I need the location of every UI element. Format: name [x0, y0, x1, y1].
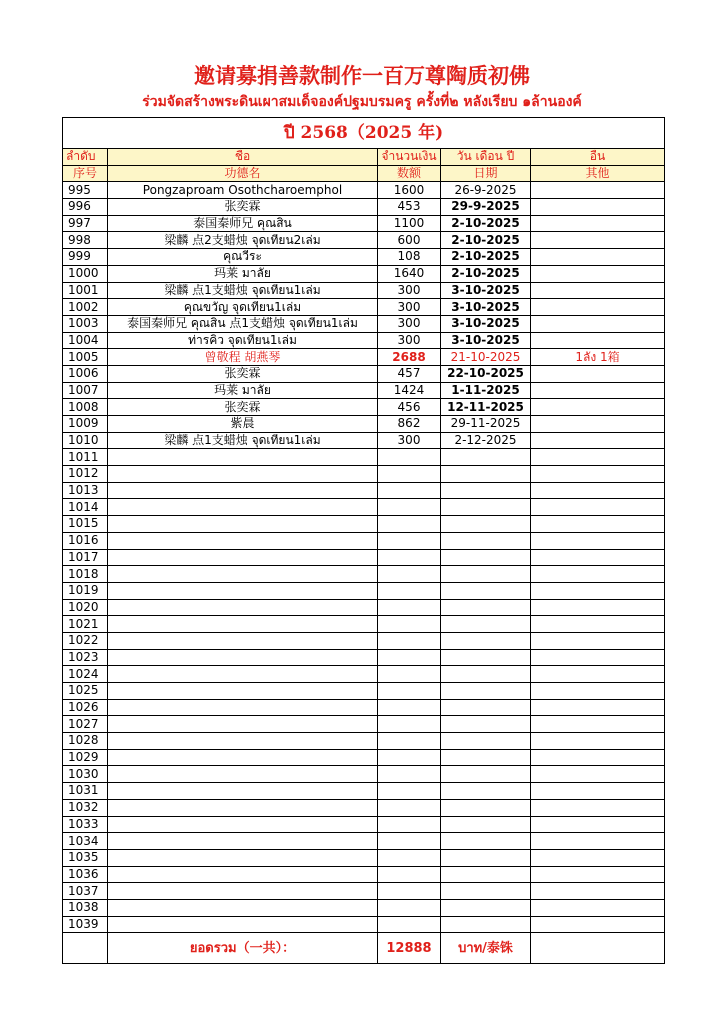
row-other	[531, 315, 665, 332]
row-amount	[378, 766, 441, 783]
header-th-other: อื่น	[531, 149, 665, 166]
row-other	[531, 616, 665, 633]
row-amount	[378, 916, 441, 933]
header-th-amount: จำนวนเงิน	[378, 149, 441, 166]
table-row	[63, 282, 665, 299]
header-cn-date: 日期	[441, 165, 531, 182]
header-cn-name: 功德名	[108, 165, 378, 182]
row-number: 997	[63, 215, 108, 232]
row-other	[531, 399, 665, 416]
row-date	[441, 549, 531, 566]
row-other	[531, 516, 665, 533]
row-other	[531, 699, 665, 716]
row-other	[531, 182, 665, 199]
row-number: 1030	[63, 766, 108, 783]
table-row	[63, 482, 665, 499]
total-label: ยอดรวม（一共）：	[108, 933, 378, 964]
row-name	[108, 466, 378, 483]
row-date	[441, 649, 531, 666]
table-row	[63, 699, 665, 716]
row-date	[441, 582, 531, 599]
row-number: 1003	[63, 315, 108, 332]
table-row	[63, 265, 665, 282]
row-other	[531, 265, 665, 282]
row-number: 1036	[63, 866, 108, 883]
table-row	[63, 182, 665, 199]
row-number: 1008	[63, 399, 108, 416]
row-amount	[378, 566, 441, 583]
row-amount	[378, 499, 441, 516]
row-amount	[378, 482, 441, 499]
row-name	[108, 499, 378, 516]
row-other	[531, 549, 665, 566]
row-name: 张奕霖	[108, 365, 378, 382]
total-amount: 12888	[378, 933, 441, 964]
row-other	[531, 716, 665, 733]
table-row	[63, 582, 665, 599]
row-amount	[378, 849, 441, 866]
row-amount: 453	[378, 199, 441, 216]
row-date	[441, 449, 531, 466]
row-other	[531, 766, 665, 783]
row-name: 泰国秦师兄 คุณสิน 点1支蜡烛 จุดเทียน1เล่ม	[108, 315, 378, 332]
row-other	[531, 799, 665, 816]
row-number: 1031	[63, 783, 108, 800]
row-date	[441, 632, 531, 649]
row-other	[531, 532, 665, 549]
row-amount	[378, 749, 441, 766]
row-name	[108, 616, 378, 633]
row-amount	[378, 616, 441, 633]
row-amount: 300	[378, 282, 441, 299]
row-number: 995	[63, 182, 108, 199]
table-row	[63, 382, 665, 399]
row-other	[531, 482, 665, 499]
row-date	[441, 499, 531, 516]
row-number: 1013	[63, 482, 108, 499]
row-number: 1007	[63, 382, 108, 399]
header-chinese-row	[63, 165, 665, 182]
donation-table	[62, 117, 665, 964]
table-row	[63, 683, 665, 700]
row-date: 21-10-2025	[441, 349, 531, 366]
row-date	[441, 532, 531, 549]
row-other	[531, 899, 665, 916]
row-date	[441, 599, 531, 616]
row-number: 1009	[63, 416, 108, 433]
row-date	[441, 799, 531, 816]
row-other	[531, 382, 665, 399]
row-number: 1017	[63, 549, 108, 566]
row-name	[108, 683, 378, 700]
table-row	[63, 566, 665, 583]
row-amount	[378, 833, 441, 850]
row-amount	[378, 883, 441, 900]
row-date: 3-10-2025	[441, 282, 531, 299]
row-other	[531, 432, 665, 449]
row-date	[441, 833, 531, 850]
row-date	[441, 516, 531, 533]
table-row	[63, 532, 665, 549]
row-name	[108, 716, 378, 733]
table-row	[63, 766, 665, 783]
row-other: 1ลัง 1箱	[531, 349, 665, 366]
row-name: 玛莱 มาลัย	[108, 265, 378, 282]
row-name	[108, 816, 378, 833]
row-date: 3-10-2025	[441, 299, 531, 316]
row-date: 12-11-2025	[441, 399, 531, 416]
total-empty-cell	[531, 933, 665, 964]
table-row	[63, 666, 665, 683]
row-name	[108, 482, 378, 499]
row-amount: 300	[378, 299, 441, 316]
table-row	[63, 432, 665, 449]
row-date	[441, 666, 531, 683]
row-amount	[378, 683, 441, 700]
row-name	[108, 766, 378, 783]
table-row	[63, 549, 665, 566]
row-name	[108, 749, 378, 766]
row-number: 1015	[63, 516, 108, 533]
row-number: 1033	[63, 816, 108, 833]
row-name: ท่ารคิว จุดเทียน1เล่ม	[108, 332, 378, 349]
row-amount: 457	[378, 365, 441, 382]
row-other	[531, 566, 665, 583]
row-amount: 1424	[378, 382, 441, 399]
table-row	[63, 733, 665, 750]
row-amount	[378, 466, 441, 483]
row-number: 1027	[63, 716, 108, 733]
row-name: 张奕霖	[108, 399, 378, 416]
row-name	[108, 699, 378, 716]
row-date	[441, 899, 531, 916]
row-name	[108, 833, 378, 850]
row-number: 1012	[63, 466, 108, 483]
row-name	[108, 516, 378, 533]
row-other	[531, 733, 665, 750]
table-row	[63, 466, 665, 483]
row-other	[531, 466, 665, 483]
row-number: 999	[63, 249, 108, 266]
row-date: 2-10-2025	[441, 265, 531, 282]
row-date: 2-10-2025	[441, 232, 531, 249]
table-row	[63, 799, 665, 816]
row-name	[108, 649, 378, 666]
row-date	[441, 916, 531, 933]
row-name: 梁麟 点1支蜡烛 จุดเทียน1เล่ม	[108, 282, 378, 299]
table-row	[63, 215, 665, 232]
row-name	[108, 883, 378, 900]
row-amount: 1600	[378, 182, 441, 199]
row-amount	[378, 866, 441, 883]
row-amount: 456	[378, 399, 441, 416]
table-row	[63, 516, 665, 533]
row-amount: 1100	[378, 215, 441, 232]
row-date	[441, 482, 531, 499]
row-name	[108, 632, 378, 649]
table-row	[63, 315, 665, 332]
row-amount	[378, 816, 441, 833]
row-date	[441, 566, 531, 583]
row-date	[441, 783, 531, 800]
table-row	[63, 816, 665, 833]
table-row	[63, 399, 665, 416]
row-number: 1005	[63, 349, 108, 366]
row-number: 1000	[63, 265, 108, 282]
row-date: 29-11-2025	[441, 416, 531, 433]
table-row	[63, 916, 665, 933]
row-amount: 300	[378, 315, 441, 332]
row-number: 1020	[63, 599, 108, 616]
row-other	[531, 783, 665, 800]
row-name: 梁麟 点2支蜡烛 จุดเทียน2เล่ม	[108, 232, 378, 249]
row-number: 1006	[63, 365, 108, 382]
table-row	[63, 749, 665, 766]
table-row	[63, 349, 665, 366]
row-other	[531, 849, 665, 866]
row-amount	[378, 783, 441, 800]
header-th-name: ชื่อ	[108, 149, 378, 166]
year-label: ปี 2568（2025 年)	[63, 118, 665, 149]
row-number: 1038	[63, 899, 108, 916]
row-amount	[378, 799, 441, 816]
row-name	[108, 916, 378, 933]
row-name	[108, 666, 378, 683]
row-other	[531, 249, 665, 266]
table-row	[63, 632, 665, 649]
row-amount	[378, 599, 441, 616]
table-row	[63, 649, 665, 666]
row-other	[531, 282, 665, 299]
row-other	[531, 582, 665, 599]
title-thai: ร่วมจัดสร้างพระดินเผาสมเด็จองค์ปฐมบรมครู ครั้งที่๒ หลังเรียบ ๑ล้านองค์	[142, 94, 582, 110]
row-other	[531, 833, 665, 850]
row-name: 泰国秦师兄 คุณสิน	[108, 215, 378, 232]
row-name: คุณวีระ	[108, 249, 378, 266]
row-number: 1019	[63, 582, 108, 599]
table-row	[63, 883, 665, 900]
row-number: 1001	[63, 282, 108, 299]
row-name	[108, 733, 378, 750]
row-name	[108, 849, 378, 866]
row-other	[531, 749, 665, 766]
year-row	[63, 118, 665, 149]
table-row	[63, 599, 665, 616]
row-number: 1035	[63, 849, 108, 866]
row-amount	[378, 632, 441, 649]
row-number: 1011	[63, 449, 108, 466]
header-cn-other: 其他	[531, 165, 665, 182]
row-amount: 300	[378, 332, 441, 349]
header-th-no: ลำดับ	[63, 149, 108, 166]
row-number: 1021	[63, 616, 108, 633]
table-row	[63, 332, 665, 349]
row-number: 1029	[63, 749, 108, 766]
row-date	[441, 733, 531, 750]
row-name	[108, 799, 378, 816]
row-name: Pongzaproam Osothcharoemphol	[108, 182, 378, 199]
row-date	[441, 816, 531, 833]
row-date	[441, 716, 531, 733]
row-amount	[378, 666, 441, 683]
row-other	[531, 866, 665, 883]
row-date	[441, 766, 531, 783]
table-row	[63, 499, 665, 516]
table-row	[63, 899, 665, 916]
row-name	[108, 866, 378, 883]
row-date: 26-9-2025	[441, 182, 531, 199]
row-name	[108, 566, 378, 583]
title-chinese: 邀请募捐善款制作一百万尊陶质初佛	[194, 64, 530, 88]
row-date	[441, 699, 531, 716]
row-name: 玛莱 มาลัย	[108, 382, 378, 399]
row-number: 1018	[63, 566, 108, 583]
row-other	[531, 499, 665, 516]
header-cn-amount: 数额	[378, 165, 441, 182]
table-row	[63, 849, 665, 866]
row-number: 1024	[63, 666, 108, 683]
table-row	[63, 449, 665, 466]
row-other	[531, 215, 665, 232]
row-date	[441, 883, 531, 900]
row-amount	[378, 716, 441, 733]
table-row	[63, 866, 665, 883]
row-amount	[378, 516, 441, 533]
row-date	[441, 866, 531, 883]
header-th-date: วัน เดือน ปี	[441, 149, 531, 166]
row-other	[531, 416, 665, 433]
row-amount	[378, 699, 441, 716]
row-amount: 108	[378, 249, 441, 266]
row-amount	[378, 649, 441, 666]
row-number: 1034	[63, 833, 108, 850]
header-cn-no: 序号	[63, 165, 108, 182]
row-amount: 862	[378, 416, 441, 433]
row-number: 1023	[63, 649, 108, 666]
row-number: 1016	[63, 532, 108, 549]
row-amount: 600	[378, 232, 441, 249]
row-number: 1002	[63, 299, 108, 316]
row-number: 998	[63, 232, 108, 249]
row-amount	[378, 899, 441, 916]
table-row	[63, 833, 665, 850]
row-name: 张奕霖	[108, 199, 378, 216]
row-other	[531, 683, 665, 700]
row-date: 29-9-2025	[441, 199, 531, 216]
row-other	[531, 299, 665, 316]
row-name: 梁麟 点1支蜡烛 จุดเทียน1เล่ม	[108, 432, 378, 449]
table-row	[63, 616, 665, 633]
row-other	[531, 449, 665, 466]
row-amount: 2688	[378, 349, 441, 366]
row-name	[108, 549, 378, 566]
row-number: 1037	[63, 883, 108, 900]
row-other	[531, 666, 665, 683]
row-number: 1026	[63, 699, 108, 716]
row-number: 1028	[63, 733, 108, 750]
row-date: 2-12-2025	[441, 432, 531, 449]
row-name	[108, 532, 378, 549]
row-name	[108, 582, 378, 599]
table-row	[63, 199, 665, 216]
total-empty-cell	[63, 933, 108, 964]
row-date: 2-10-2025	[441, 249, 531, 266]
row-name: 曾敬程 胡燕琴	[108, 349, 378, 366]
row-number: 996	[63, 199, 108, 216]
row-number: 1032	[63, 799, 108, 816]
row-other	[531, 332, 665, 349]
row-other	[531, 816, 665, 833]
row-other	[531, 916, 665, 933]
row-other	[531, 883, 665, 900]
table-row	[63, 299, 665, 316]
table-row	[63, 783, 665, 800]
table-row	[63, 232, 665, 249]
row-date: 3-10-2025	[441, 315, 531, 332]
row-other	[531, 632, 665, 649]
table-row	[63, 365, 665, 382]
row-amount	[378, 582, 441, 599]
total-row	[63, 933, 665, 964]
row-number: 1014	[63, 499, 108, 516]
row-date: 2-10-2025	[441, 215, 531, 232]
row-amount: 1640	[378, 265, 441, 282]
row-name	[108, 599, 378, 616]
row-amount	[378, 733, 441, 750]
row-date	[441, 849, 531, 866]
row-other	[531, 365, 665, 382]
row-name: 紫晨	[108, 416, 378, 433]
row-number: 1025	[63, 683, 108, 700]
row-amount	[378, 449, 441, 466]
table-row	[63, 716, 665, 733]
row-date	[441, 466, 531, 483]
total-currency: บาท/泰铢	[441, 933, 531, 964]
row-name	[108, 449, 378, 466]
row-amount: 300	[378, 432, 441, 449]
row-name	[108, 783, 378, 800]
row-number: 1022	[63, 632, 108, 649]
row-date: 3-10-2025	[441, 332, 531, 349]
row-number: 1039	[63, 916, 108, 933]
row-other	[531, 232, 665, 249]
table-row	[63, 249, 665, 266]
header-thai-row	[63, 149, 665, 166]
row-amount	[378, 532, 441, 549]
row-other	[531, 199, 665, 216]
row-date	[441, 616, 531, 633]
row-name: คุณขวัญ จุดเทียน1เล่ม	[108, 299, 378, 316]
row-date	[441, 683, 531, 700]
row-date	[441, 749, 531, 766]
row-number: 1004	[63, 332, 108, 349]
row-date: 1-11-2025	[441, 382, 531, 399]
row-amount	[378, 549, 441, 566]
row-other	[531, 649, 665, 666]
row-number: 1010	[63, 432, 108, 449]
row-name	[108, 899, 378, 916]
row-other	[531, 599, 665, 616]
table-row	[63, 416, 665, 433]
row-date: 22-10-2025	[441, 365, 531, 382]
